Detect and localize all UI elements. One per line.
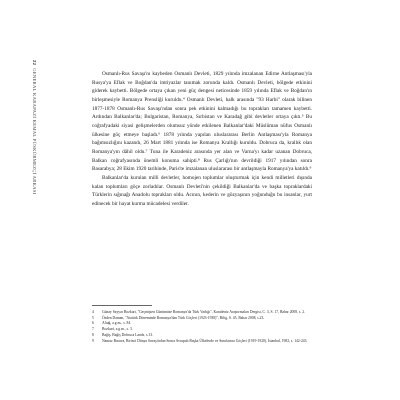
footnote-text: Özden Daman, "Atatürk Döneminde Romanya'dan Türk Göçleri (1923-1938)", Bilig, S. 45, Bahar 2008, s.23. [102, 315, 265, 320]
footnote-number: 6 [92, 321, 94, 326]
paragraph: Osmanlı-Rus Savaşı'nı kaybeden Osmanlı Devleti, 1829 yılında imzalanan Edirne Antlaşması'yla Rusya'ya Eflak ve Boğdan'da imtiyazlar tanımak zorunda kaldı. Osmanlı Devleti, bölgede etkinini giderek kaybetti. Bölgede ortaya çıkan yeni güç dengesi neticesinde 1859 yılında Eflak ve Boğdan'ın birleşmesiyle Romanya Prensliği kuruldu.⁴ Osmanlı Devleti, halk arasında "93 Harbi" olarak bilinen 1877-1878 Osmanlı-Rus Savaşı'ndan sonra pek etkinini kalmadığı bu toprakları tamamen kaybetti. Ardından Balkanlar'da; Bulgaristan, Romanya, Sırbistan ve Karadağ gibi devletler ortaya çıktı.⁵ Bu coğrafyadaki siyasi gelişmelerden olumsuz yönde etkilenen Balkanlar'daki Müslüman nüfus Osmanlı ülkesine göç etmeye başladı.⁶ 1878 yılında yapılan uluslararası Berlin Antlaşması'yla Romanya bağımsızlığını kazandı, 26 Mart 1881 yılında ise Romanya Krallığı kuruldu. Dobruca da, krallık olan Romanya'yın dâhil oldu.⁷ Tuna ile Karadeniz arasında yer alan ve Varna'yı kadar uzanan Dobruca, Balkan coğrafyasında önemli konuma sahipti.⁸ Rus Çarlığı'nın devrildiği 1917 yılından sonra Basarabya; 28 Ekim 1920 tarihinde, Paris'te imzalanan uluslararası bir antlaşmayla Romanya'ya katıldı.⁹ [92, 71, 312, 173]
footnote-rule [92, 305, 152, 306]
footnote-number: 9 [92, 338, 94, 343]
footnote-number: 4 [92, 310, 94, 314]
footnote-text: Namuz Baruva, Birinci Dünya Savaşı'ndan Sonra Avrupalı Başka Ülkelerde ve Sınırlarına Göçleri (1919-1920), İstanbul, 1982, s. 142-243. [102, 338, 308, 343]
footnote [92, 339, 312, 345]
footnotes [92, 305, 312, 344]
running-head-text [32, 60, 37, 195]
page-number: 22 [32, 60, 37, 66]
footnote-text: Bozkurt, a.g.m., s. 3. [102, 327, 133, 332]
running-head-title: GENERAL KARAPAZİ KEMAL PÜSKÜRMEZÇİ ARKASI [32, 68, 37, 195]
footnote-number: 8 [92, 332, 94, 337]
running-head [27, 60, 39, 210]
footnote-text: Bağiş, Bağiş Dobruca Lands, s.13. [102, 332, 154, 337]
footnote-number: 5 [92, 315, 94, 320]
paragraph: Balkanlar'da kurulan milli devletler, homojen toplumlar oluşturmak için kendi milletleri dışında kalan toplumları göçe zorladılar. Osmanlı Devleti'nin çekildiği Balkanlar'da ve başka topraklardaki Türklerin sığınağı Anadolu toprakları oldu. Acının, kederin ve gözyaşının yoğunduğu bu insanlar, yurt edinecek bir hayat kurma mücadelesi verdiler. [92, 174, 312, 207]
footnote-text: Altuğ, a.g.m., s. 84. [102, 321, 132, 326]
footnote-text: Günay Sayyar Bozkurt, "Geçmişten Günümüze Romanya'da Türk Varlığı", Karadeniz Araştırmaları Dergisi, C. 3, S. 17, Bahar 2008, s. 2. [102, 310, 305, 314]
body-text [92, 70, 312, 209]
footnote-number: 7 [92, 327, 94, 332]
